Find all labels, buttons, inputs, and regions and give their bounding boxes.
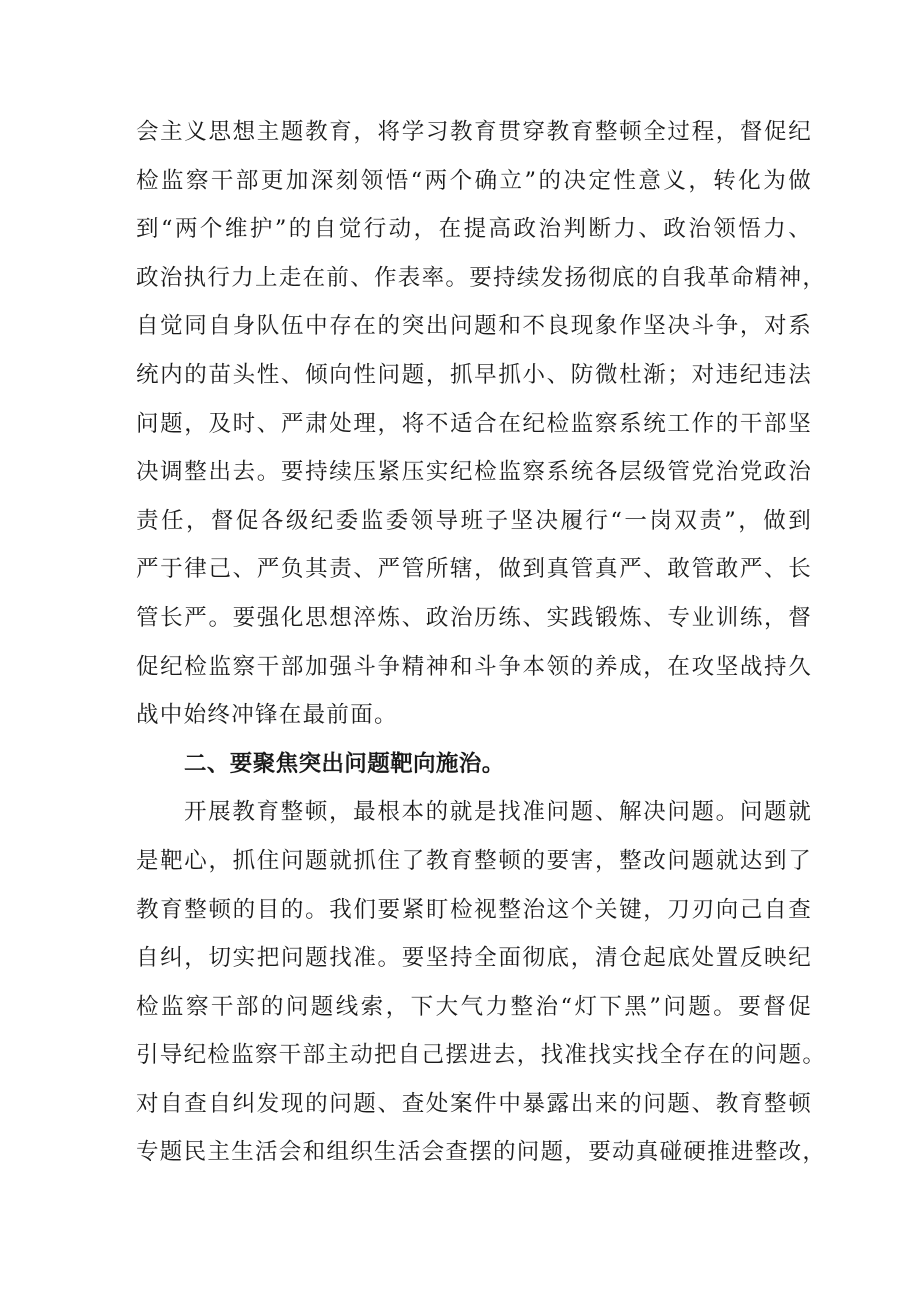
text-line: 政治执行力上走在前、作表率。要持续发扬彻底的自我革命精神， — [136, 264, 827, 291]
text-line: 战中始终冲锋在最前面。 — [136, 702, 398, 729]
text-line: 会主义思想主题教育，将学习教育贯穿教育整顿全过程，督促纪 — [136, 119, 812, 145]
text-line: 教育整顿的目的。我们要紧盯检视整治这个关键，刀刃向己自查 — [136, 896, 812, 923]
text-line: 到“两个维护”的自觉行动，在提高政治判断力、政治领悟力、 — [136, 216, 812, 243]
text-line: 责任，督促各级纪委监委领导班子坚决履行“一岗双责”，做到 — [136, 507, 812, 534]
text-line: 严于律己、严负其责、严管所辖，做到真管真严、敢管敢严、长 — [136, 556, 812, 583]
text-line: 检监察干部的问题线索，下大气力整治“灯下黑”问题。要督促 — [136, 993, 812, 1020]
text-line: 检监察干部更加深刻领悟“两个确立”的决定性意义，转化为做 — [136, 167, 812, 194]
text-line: 自纠，切实把问题找准。要坚持全面彻底，清仓起底处置反映纪 — [136, 945, 812, 972]
text-line: 促纪检监察干部加强斗争精神和斗争本领的养成，在攻坚战持久 — [136, 653, 812, 680]
text-line: 对自查自纠发现的问题、查处案件中暴露出来的问题、教育整顿 — [136, 1090, 812, 1117]
text-line: 自觉同自身队伍中存在的突出问题和不良现象作坚决斗争，对系 — [136, 313, 812, 340]
text-line: 专题民主生活会和组织生活会查摆的问题，要动真碰硬推进整改， — [136, 1139, 827, 1166]
paragraph-1 — [136, 108, 827, 740]
text-line: 开展教育整顿，最根本的就是找准问题、解决问题。问题就 — [184, 799, 812, 826]
paragraph-2 — [136, 788, 827, 1177]
text-line: 统内的苗头性、倾向性问题，抓早抓小、防微杜渐；对违纪违法 — [136, 361, 812, 388]
document-body — [136, 108, 827, 1177]
section-heading: 二、要聚焦突出问题靶向施治。 — [184, 750, 505, 777]
text-line: 引导纪检监察干部主动把自己摆进去，找准找实找全存在的问题。 — [136, 1042, 827, 1069]
text-line: 问题，及时、严肃处理，将不适合在纪检监察系统工作的干部坚 — [136, 410, 812, 437]
text-line: 是靶心，抓住问题就抓住了教育整顿的要害，整改问题就达到了 — [136, 847, 812, 874]
text-line: 决调整出去。要持续压紧压实纪检监察系统各层级管党治党政治 — [136, 459, 812, 486]
text-line: 管长严。要强化思想淬炼、政治历练、实践锻炼、专业训练，督 — [136, 604, 812, 631]
